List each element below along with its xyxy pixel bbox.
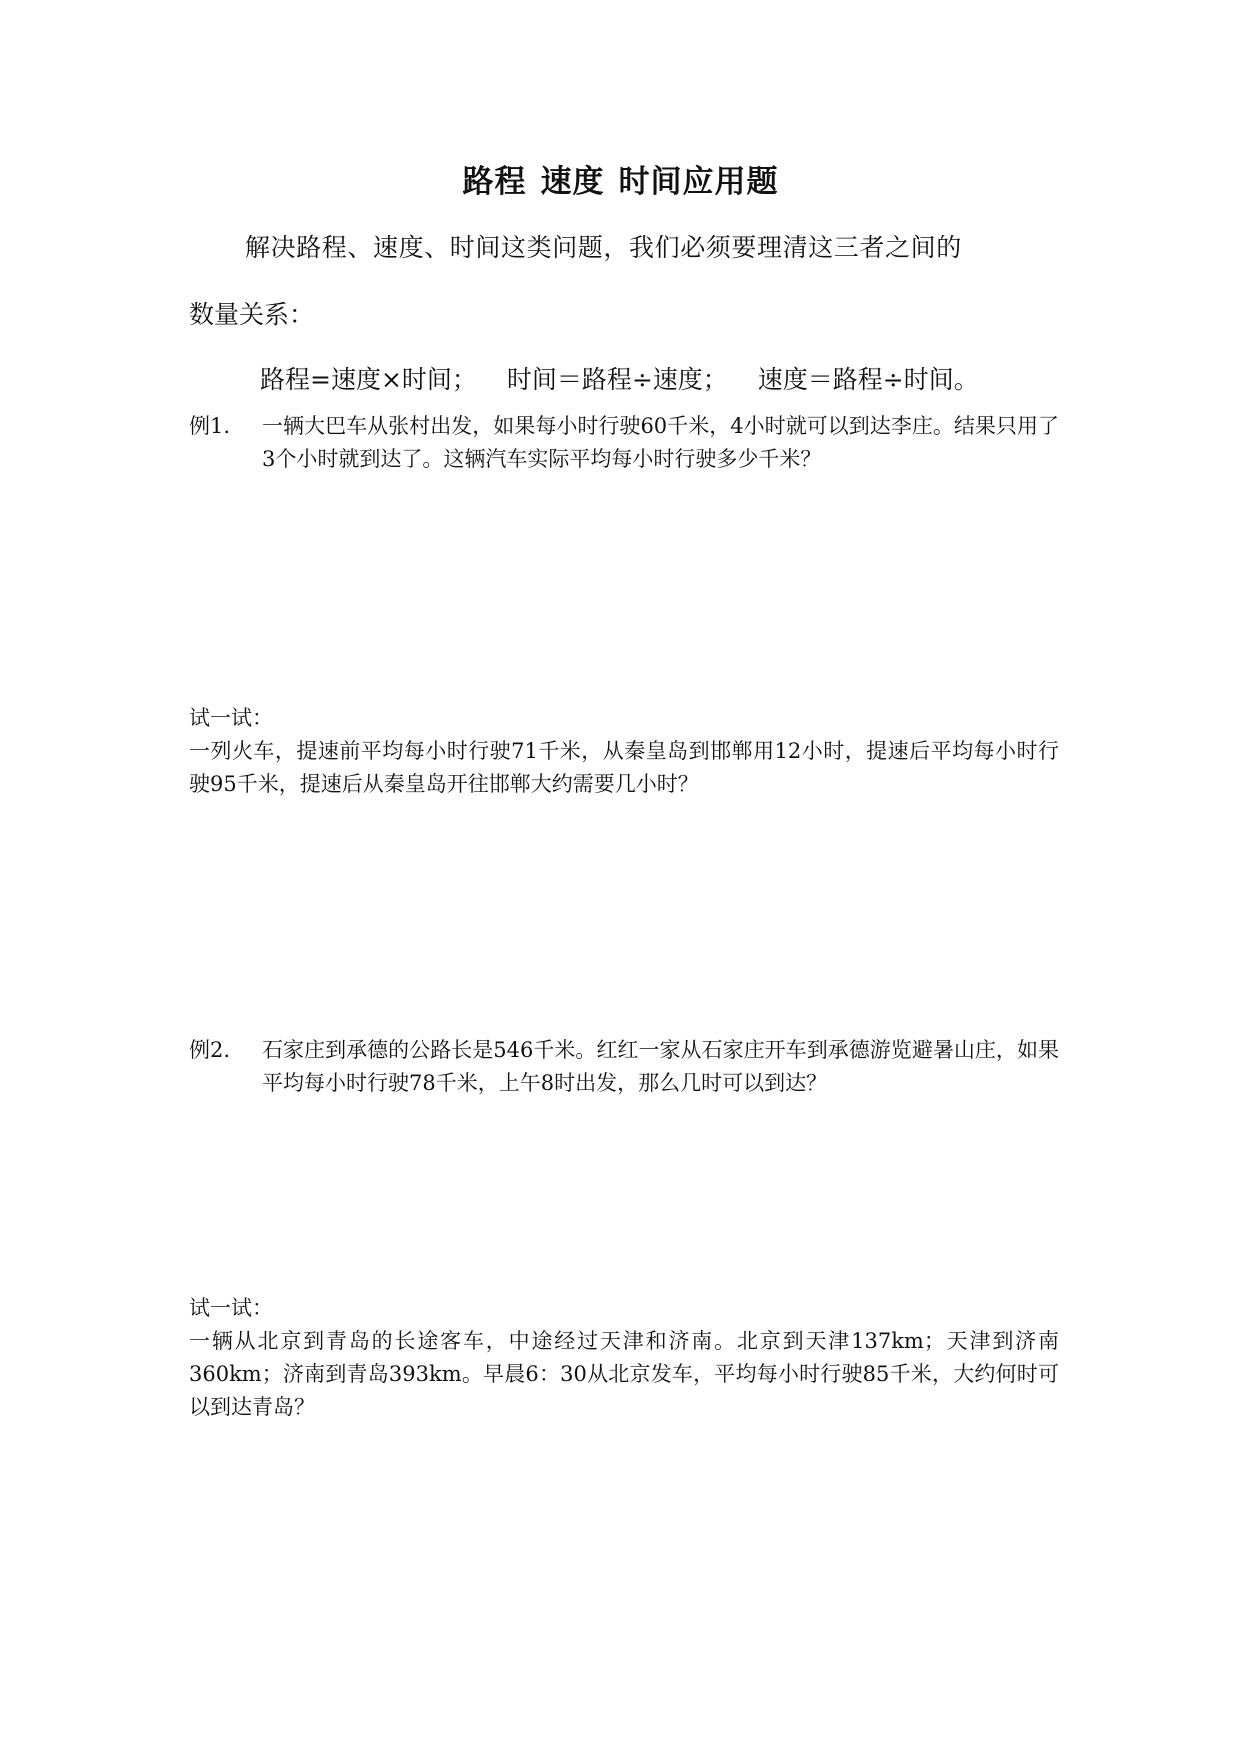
intro-line-1: 解决路程、速度、时间这类问题，我们必须要理清这三者之间的 [245, 233, 962, 262]
formula-distance: 路程=速度×时间； [260, 365, 477, 394]
title-part-distance: 路程 [462, 164, 527, 200]
example-2-label: 例2. [189, 1038, 231, 1062]
example-1-label: 例1. [189, 414, 231, 438]
example-2-text: 石家庄到承德的公路长是546千米。红红一家从石家庄开车到承德游览避暑山庄，如果平均每小时行驶78千米，上午8时出发，那么几时可以到达？ [262, 1038, 1059, 1095]
formula-speed: 速度＝路程÷时间。 [757, 365, 979, 394]
title-part-time: 时间应用题 [618, 164, 779, 200]
intro-line-2: 数量关系： [189, 300, 315, 329]
page-title [0, 162, 1241, 202]
example-1 [189, 410, 1059, 476]
trial-1-label: 试一试： [189, 706, 273, 730]
trial-2-label: 试一试： [189, 1296, 273, 1320]
example-2 [189, 1034, 1059, 1100]
title-part-speed: 速度 [540, 164, 605, 200]
formula-time: 时间＝路程÷速度； [506, 365, 728, 394]
trial-2 [189, 1292, 1059, 1424]
trial-1 [189, 702, 1059, 801]
trial-1-text: 一列火车，提速前平均每小时行驶71千米，从秦皇岛到邯郸用12小时，提速后平均每小时行驶95千米，提速后从秦皇岛开往邯郸大约需要几小时？ [189, 739, 1059, 796]
example-1-text: 一辆大巴车从张村出发，如果每小时行驶60千米，4小时就可以到达李庄。结果只用了3个小时就到达了。这辆汽车实际平均每小时行驶多少千米？ [262, 414, 1059, 471]
trial-2-text: 一辆从北京到青岛的长途客车，中途经过天津和济南。北京到天津137km；天津到济南360km；济南到青岛393km。早晨6：30从北京发车，平均每小时行驶85千米，大约何时可以到达青岛？ [189, 1329, 1059, 1419]
formula-line [260, 360, 979, 400]
